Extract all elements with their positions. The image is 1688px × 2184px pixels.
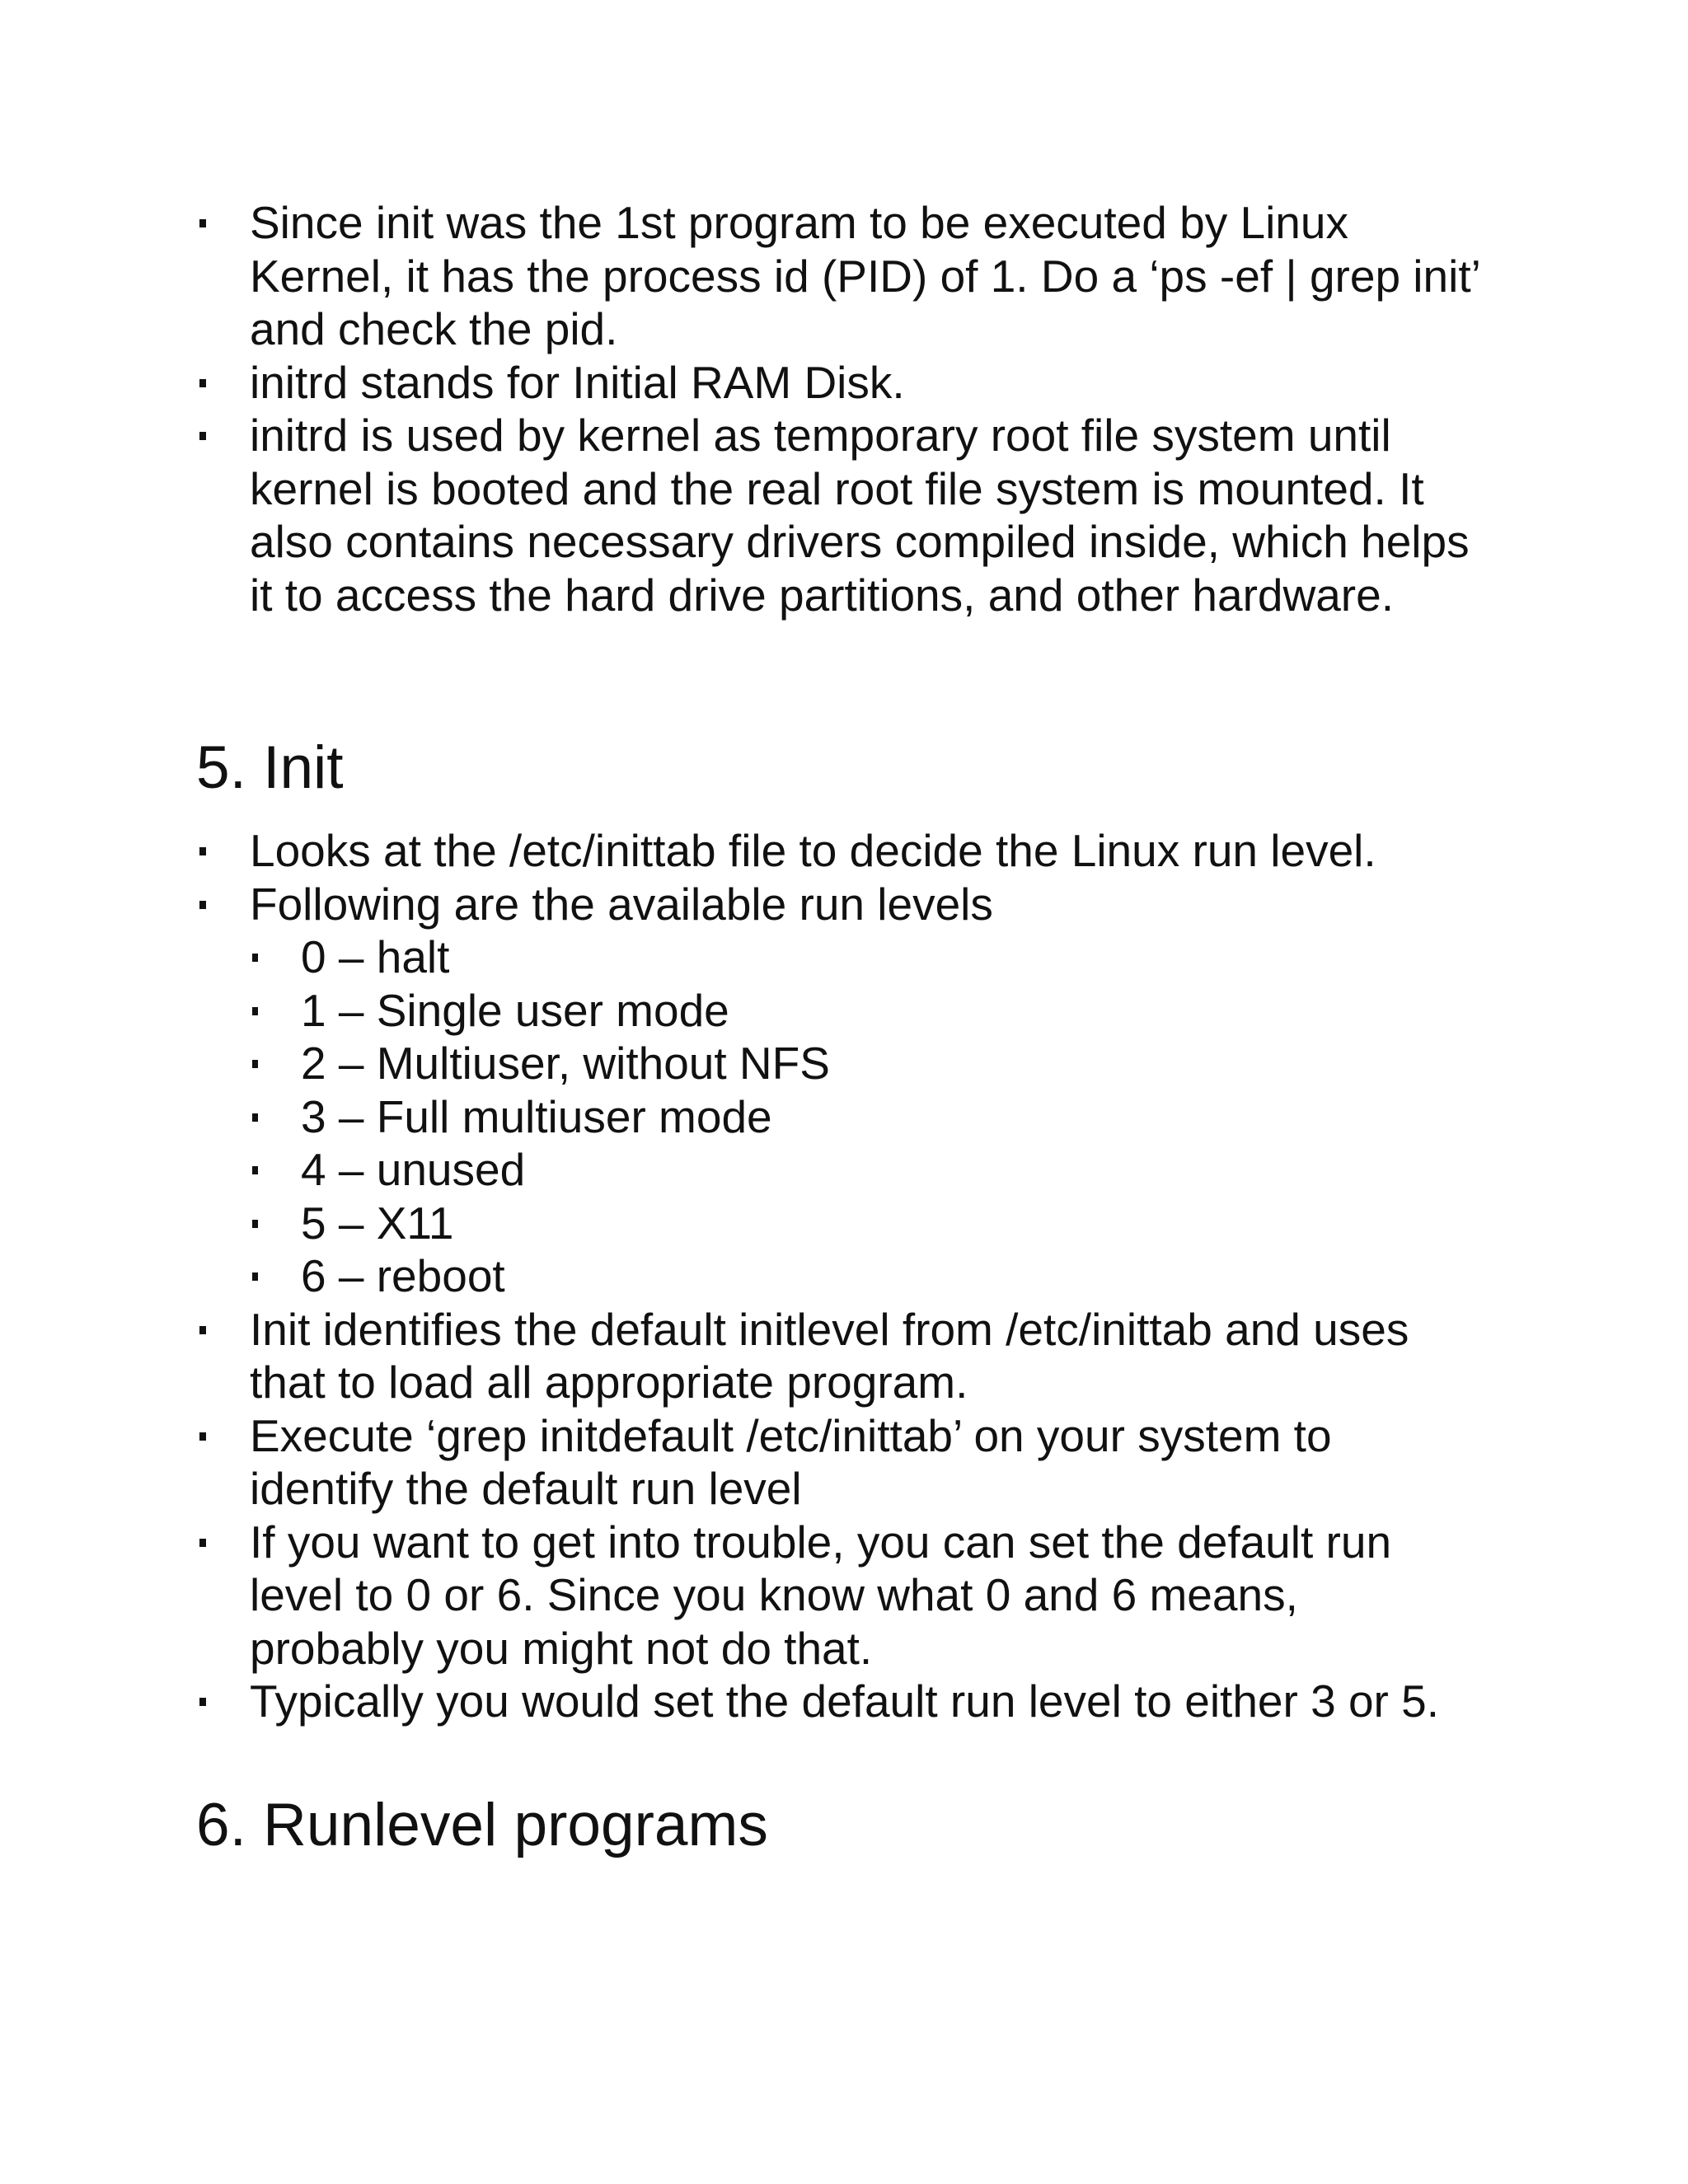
run-level-text: 4 – unused bbox=[301, 1144, 526, 1195]
square-bullet-icon bbox=[199, 901, 206, 909]
list-item bbox=[199, 196, 1484, 356]
init-section-body bbox=[199, 824, 1484, 1728]
list-item-text: If you want to get into trouble, you can set the default run level to 0 or 6. Since you know what 0 and 6 means, probably you might not do that. bbox=[250, 1516, 1392, 1674]
list-item-text: Since init was the 1st program to be executed by Linux Kernel, it has the process id (PID) of 1. Do a ‘ps -ef | grep init’ and check the pid. bbox=[250, 197, 1479, 354]
run-level-text: 1 – Single user mode bbox=[301, 984, 729, 1036]
list-item-text: Looks at the /etc/inittab file to decide the Linux run level. bbox=[250, 825, 1376, 876]
square-bullet-icon bbox=[199, 379, 206, 387]
run-level-item bbox=[250, 1090, 1536, 1144]
square-bullet-icon bbox=[252, 954, 258, 962]
square-bullet-icon bbox=[199, 1432, 206, 1441]
square-bullet-icon bbox=[252, 1220, 258, 1228]
list-item bbox=[199, 878, 1484, 931]
square-bullet-icon bbox=[252, 1007, 258, 1015]
list-item-text: Init identifies the default initlevel from /etc/inittab and uses that to load all appropriate program. bbox=[250, 1303, 1409, 1408]
run-level-text: 0 – halt bbox=[301, 931, 450, 982]
list-item bbox=[199, 824, 1484, 878]
square-bullet-icon bbox=[199, 847, 206, 855]
run-level-item bbox=[250, 1143, 1536, 1197]
initrd-bullet-list bbox=[199, 196, 1484, 621]
run-level-text: 3 – Full multiuser mode bbox=[301, 1090, 772, 1142]
square-bullet-icon bbox=[199, 432, 206, 440]
list-item bbox=[199, 1675, 1484, 1728]
list-item bbox=[199, 1409, 1484, 1516]
list-item-text: Following are the available run levels bbox=[250, 878, 993, 930]
square-bullet-icon bbox=[199, 1539, 206, 1547]
run-levels-list bbox=[250, 930, 1536, 1303]
section-heading-init: 5. Init bbox=[196, 734, 344, 801]
square-bullet-icon bbox=[252, 1113, 258, 1122]
square-bullet-icon bbox=[252, 1272, 258, 1281]
list-item bbox=[199, 1516, 1484, 1675]
list-item bbox=[199, 356, 1484, 410]
list-item-text: Typically you would set the default run level to either 3 or 5. bbox=[250, 1675, 1440, 1727]
list-item bbox=[199, 1303, 1484, 1409]
square-bullet-icon bbox=[199, 1326, 206, 1334]
run-level-text: 5 – X11 bbox=[301, 1197, 454, 1249]
run-level-text: 6 – reboot bbox=[301, 1250, 505, 1301]
init-bullet-list bbox=[199, 824, 1484, 930]
list-item-text: initrd stands for Initial RAM Disk. bbox=[250, 356, 905, 408]
section-heading-runlevel-programs: 6. Runlevel programs bbox=[196, 1792, 768, 1858]
run-level-item bbox=[250, 1249, 1536, 1303]
run-level-item bbox=[250, 984, 1536, 1038]
square-bullet-icon bbox=[199, 1698, 206, 1706]
run-level-item bbox=[250, 1037, 1536, 1090]
init-bullet-list-continued bbox=[199, 1303, 1484, 1728]
list-item bbox=[199, 409, 1484, 621]
square-bullet-icon bbox=[252, 1060, 258, 1068]
run-level-item bbox=[250, 1197, 1536, 1250]
list-item-text: initrd is used by kernel as temporary root file system until kernel is booted and the real root file system is mounted. It also contains necessary drivers compiled inside, which helps it to access the hard drive partitions, and other hardware. bbox=[250, 410, 1470, 621]
list-item-text: Execute ‘grep initdefault /etc/inittab’ on your system to identify the default run level bbox=[250, 1409, 1332, 1514]
run-level-text: 2 – Multiuser, without NFS bbox=[301, 1038, 830, 1089]
square-bullet-icon bbox=[199, 219, 206, 227]
square-bullet-icon bbox=[252, 1166, 258, 1174]
run-level-item bbox=[250, 930, 1536, 984]
